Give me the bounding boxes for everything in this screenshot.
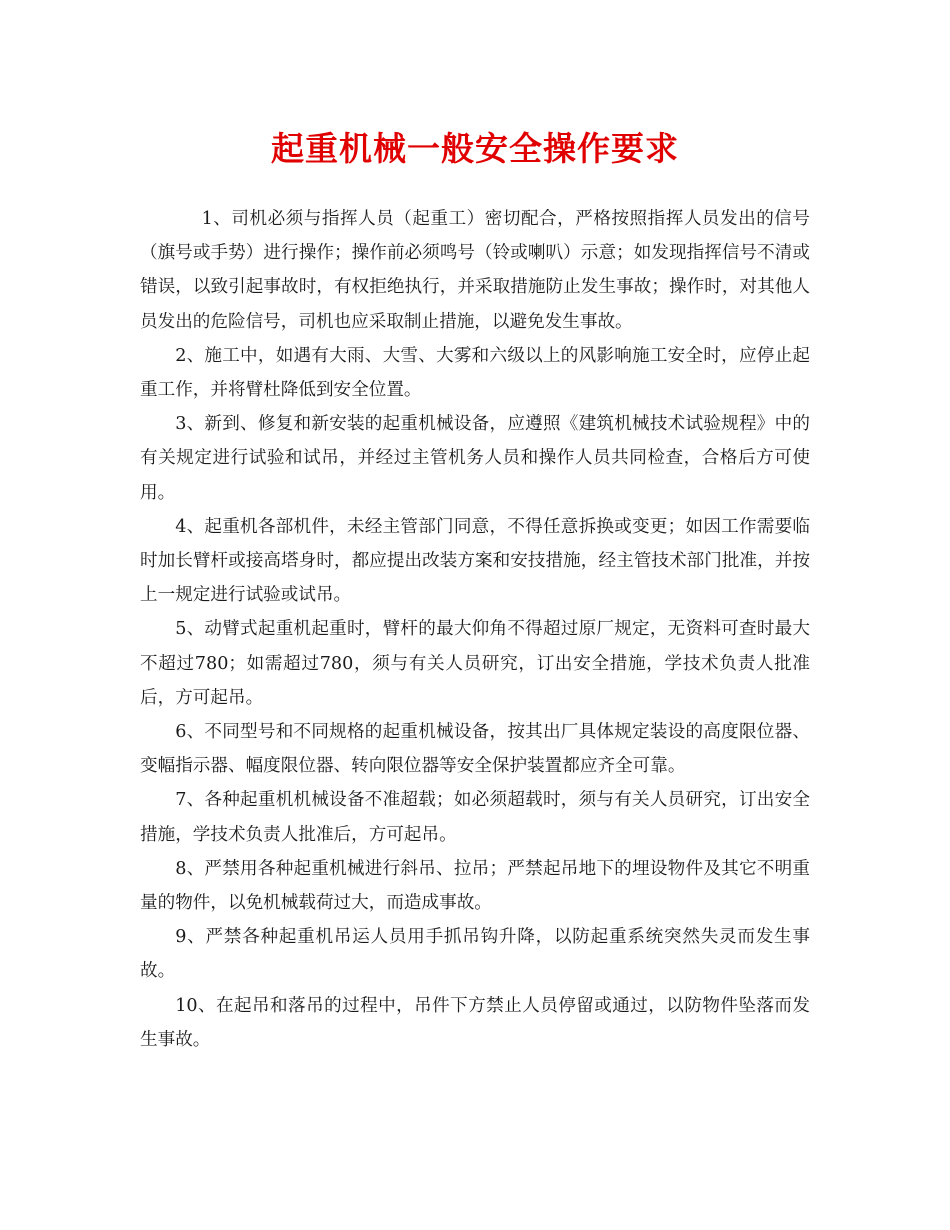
paragraph-8: 8、严禁用各种起重机械进行斜吊、拉吊；严禁起吊地下的埋设物件及其它不明重量的物件，以免机械载荷过大，而造成事故。 <box>140 858 810 914</box>
paragraph-5: 5、动臂式起重机起重时，臂杆的最大仰角不得超过原厂规定，无资料可查时最大不超过780；如需超过780，须与有关人员研究，订出安全措施，学技术负责人批准后，方可起吊。 <box>140 619 810 708</box>
paragraph-7: 7、各种起重机机械设备不准超载；如必须超载时，须与有关人员研究，订出安全措施，学技术负责人批准后，方可起吊。 <box>140 790 810 845</box>
paragraph-2: 2、施工中，如遇有大雨、大雪、大雾和六级以上的风影响施工安全时，应停止起重工作，并将臂杜降低到安全位置。 <box>140 345 810 401</box>
paragraph-1: 1、司机必须与指挥人员（起重工）密切配合，严格按照指挥人员发出的信号（旗号或手势）进行操作；操作前必须鸣号（铃或喇叭）示意；如发现指挥信号不清或错误，以致引起事故时，有权拒绝执行，并采取措施防止发生事故；操作时，对其他人员发出的危险信号，司机也应采取制止措施，以避免发生事故。 <box>140 209 810 332</box>
document-body <box>140 202 810 1057</box>
paragraph-10: 10、在起吊和落吊的过程中，吊件下方禁止人员停留或通过，以防物件坠落而发生事故。 <box>140 995 810 1050</box>
paragraph-3: 3、新到、修复和新安装的起重机械设备，应遵照《建筑机械技术试验规程》中的有关规定进行试验和试吊，并经过主管机务人员和操作人员共同检查，合格后方可使用。 <box>140 414 810 503</box>
paragraph-6: 6、不同型号和不同规格的起重机械设备，按其出厂具体规定装设的高度限位器、变幅指示器、幅度限位器、转向限位器等安全保护装置都应齐全可靠。 <box>140 722 810 777</box>
document-title: 起重机械一般安全操作要求 <box>271 129 679 168</box>
paragraph-9: 9、严禁各种起重机吊运人员用手抓吊钩升降，以防起重系统突然失灵而发生事故。 <box>140 927 810 982</box>
paragraph-4: 4、起重机各部机件，未经主管部门同意，不得任意拆换或变更；如因工作需要临时加长臂杆或接高塔身时，都应提出改装方案和安技措施，经主管技术部门批准，并按上一规定进行试验或试吊。 <box>140 516 810 606</box>
